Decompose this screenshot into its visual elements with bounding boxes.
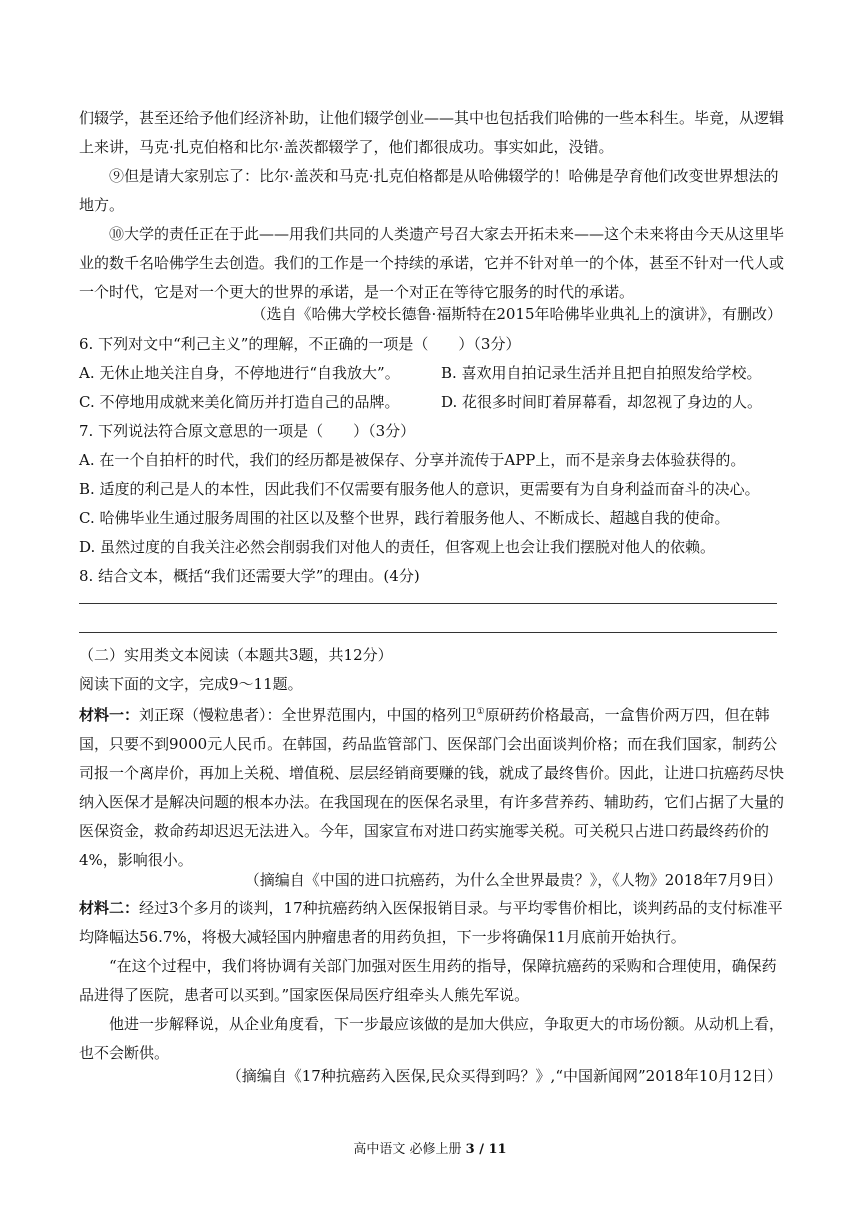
question-6-option-d: D. 花很多时间盯着屏幕看，却忽视了身边的人。: [441, 393, 763, 411]
question-6-option-a: A. 无休止地关注自身，不停地进行“自我放大”。: [79, 364, 400, 382]
page-number: 3 / 11: [465, 1142, 507, 1157]
material-2-paragraph-2: “在这个过程中，我们将协调有关部门加强对医生用药的指导，保障抗癌药的采购和合理使用，确保药品进得了医院，患者可以买到。”国家医保局医疗组牵头人熊先军说。: [79, 957, 777, 1004]
question-6-stem: 6. 下列对文中“利己主义”的理解，不正确的一项是（ ）（3分）: [79, 335, 521, 353]
paragraph-continued: 们辍学，甚至还给予他们经济补助，让他们辍学创业——其中也包括我们哈佛的一些本科生。毕竟，从逻辑上来讲，马克·扎克伯格和比尔·盖茨都辍学了，他们都很成功。事实如此，没错。: [79, 109, 785, 156]
paragraph-9: ⑨但是请大家别忘了：比尔·盖茨和马克·扎克伯格都是从哈佛辍学的！哈佛是孕育他们改变世界想法的地方。: [79, 167, 779, 214]
material-2: [79, 894, 784, 952]
material-1-text-a: 刘正琛（慢粒患者）：全世界范围内，中国的格列卫: [139, 706, 477, 724]
answer-line: [79, 632, 777, 633]
material-1: [79, 698, 784, 875]
material-2-text: 经过3个多月的谈判，17种抗癌药纳入医保报销目录。与平均零售价相比，谈判药品的支付标准平均降幅达56.7%，将极大减轻国内肿瘤患者的用药负担，下一步将确保11月底前开始执行。: [79, 899, 783, 946]
footer-text: 高中语文 必修上册: [353, 1142, 466, 1157]
question-8-stem: 8. 结合文本，概括“我们还需要大学”的理由。(4分): [79, 567, 420, 585]
question-7-option-b: B. 适度的利己是人的本性，因此我们不仅需要有服务他人的意识，更需要有为自身利益而奋斗的决心。: [79, 480, 760, 498]
instruction-text: 阅读下面的文字，完成9～11题。: [79, 675, 303, 693]
footnote-marker: ①: [476, 707, 485, 717]
answer-line: [79, 603, 777, 604]
material-1-text-b: 原研药价格最高，一盒售价两万四，但在韩国，只要不到9000元人民币。在韩国，药品监管部门、医保部门会出面谈判价格；而在我们国家，制药公司报一个离岸价，再加上关税、增值税、层层经销商要赚的钱，就成了最终售价。因此，让进口抗癌药尽快纳入医保才是解决问题的根本办法。在我国现在的医保名录里，有许多营养药、辅助药，它们占据了大量的医保资金，救命药却迟迟无法进入。今年，国家宣布对进口药实施零关税。可关税只占进口药最终药价的4%，影响很小。: [79, 706, 785, 869]
source-citation-m2: （摘编自《17种抗癌药入医保,民众买得到吗？》,“中国新闻网”2018年10月12日）: [226, 1067, 782, 1085]
question-7-option-c: C. 哈佛毕业生通过服务周围的社区以及整个世界，践行着服务他人、不断成长、超越自我的使命。: [79, 509, 730, 527]
material-1-label: 材料一：: [79, 706, 140, 724]
material-2-label: 材料二：: [79, 899, 140, 917]
section-heading: （二）实用类文本阅读（本题共3题，共12分）: [79, 646, 393, 664]
paragraph-10: ⑩大学的责任正在于此——用我们共同的人类遗产号召大家去开拓未来——这个未来将由今天从这里毕业的数千名哈佛学生去创造。我们的工作是一个持续的承诺，它并不针对单一的个体，甚至不针对一代人或一个时代，它是对一个更大的世界的承诺，是一个对正在等待它服务的时代的承诺。: [79, 225, 785, 301]
material-2-paragraph-3: 他进一步解释说，从企业角度看，下一步最应该做的是加大供应，争取更大的市场份额。从动机上看，也不会断供。: [79, 1015, 785, 1062]
question-6-option-c: C. 不停地用成就来美化简历并打造自己的品牌。: [79, 393, 400, 411]
source-citation-1: （选自《哈佛大学校长德鲁·福斯特在2015年哈佛毕业典礼上的演讲》，有删改）: [251, 305, 782, 323]
source-citation-m1: （摘编自《中国的进口抗癌药，为什么全世界最贵？》，《人物》2018年7月9日）: [244, 871, 782, 889]
question-7-option-a: A. 在一个自拍杆的时代，我们的经历都是被保存、分享并流传于APP上，而不是亲身去体验获得的。: [79, 451, 746, 469]
question-6-option-b: B. 喜欢用自拍记录生活并且把自拍照发给学校。: [441, 364, 762, 382]
question-7-stem: 7. 下列说法符合原文意思的一项是（ ）（3分）: [79, 422, 416, 440]
question-7-option-d: D. 虽然过度的自我关注必然会削弱我们对他人的责任，但客观上也会让我们摆脱对他人的依赖。: [79, 538, 716, 556]
page-footer: [0, 1138, 860, 1157]
